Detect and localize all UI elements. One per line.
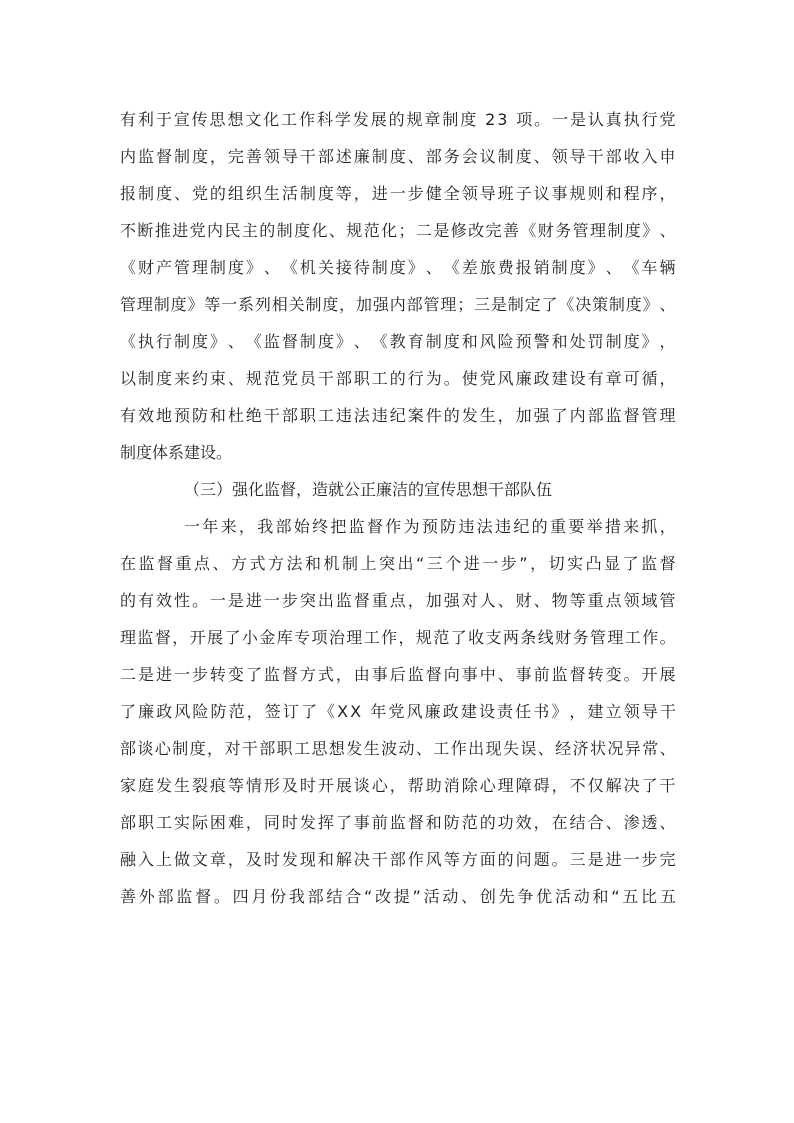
text-line: 部 谈 心 制 度 ， 对 干 部 职 工 思 想 发 生 波 动 、 工 作 出 现 失 误 、 经 济 状 况 异 常 、: [120, 739, 676, 758]
text-line: 一 年 来 ， 我 部 始 终 把 监 督 作 为 预 防 违 法 违 纪 的 重 要 举 措 来 抓 ，: [184, 517, 676, 536]
section-heading: （三）强化监督，造就公正廉洁的宣传思想干部队伍: [184, 480, 553, 499]
text-line: 不 断 推 进 党 内 民 主 的 制 度 化 、 规 范 化 ； 二 是 修 改 完 善 《 财 务 管 理 制 度 》 、: [120, 221, 676, 240]
text-line: 制度体系建设。: [120, 443, 233, 462]
text-line: 《 执 行 制 度 》 、 《 监 督 制 度 》 、 《 教 育 制 度 和 风 险 预 警 和 处 罚 制 度 》 ，: [120, 332, 676, 351]
text-line: 二 是 进 一 步 转 变 了 监 督 方 式 ， 由 事 后 监 督 向 事 中 、 事 前 监 督 转 变 。 开 展: [120, 665, 676, 684]
paragraph-1: [120, 101, 676, 471]
text-line: 以 制 度 来 约 束 、 规 范 党 员 干 部 职 工 的 行 为 。 使 党 风 廉 政 建 设 有 章 可 循 ，: [120, 369, 676, 388]
text-line: 有 效 地 预 防 和 杜 绝 干 部 职 工 违 法 违 纪 案 件 的 发 生 ， 加 强 了 内 部 监 督 管 理: [120, 406, 676, 425]
text-line: 了 廉 政 风 险 防 范 ， 签 订 了 《 X X 年 党 风 廉 政 建 设 责 任 书 》 ， 建 立 领 导 干: [120, 702, 676, 721]
text-line: 有 利 于 宣 传 思 想 文 化 工 作 科 学 发 展 的 规 章 制 度 2 3 项 。 一 是 认 真 执 行 党: [120, 110, 676, 129]
text-line: 在 监 督 重 点 、 方 式 方 法 和 机 制 上 突 出 “ 三 个 进 一 步 ” ， 切 实 凸 显 了 监 督: [120, 554, 676, 573]
text-line: 融 入 上 做 文 章 ， 及 时 发 现 和 解 决 干 部 作 风 等 方 面 的 问 题 。 三 是 进 一 步 完: [120, 850, 676, 869]
text-line: 部 职 工 实 际 困 难 ， 同 时 发 挥 了 事 前 监 督 和 防 范 的 功 效 ， 在 结 合 、 渗 透 、: [120, 813, 676, 832]
text-line: 管 理 制 度 》 等 一 系 列 相 关 制 度 ， 加 强 内 部 管 理 ； 三 是 制 定 了 《 决 策 制 度 》 、: [120, 295, 676, 314]
text-line: 善 外 部 监 督 。 四 月 份 我 部 结 合 “ 改 提 ” 活 动 、 创 先 争 优 活 动 和 “ 五 比 五: [120, 887, 676, 906]
text-line: 家 庭 发 生 裂 痕 等 情 形 及 时 开 展 谈 心 ， 帮 助 消 除 心 理 障 碍 ， 不 仅 解 决 了 干: [120, 776, 676, 795]
paragraph-2: [120, 508, 676, 915]
text-line: 《 财 产 管 理 制 度 》 、 《 机 关 接 待 制 度 》 、 《 差 旅 费 报 销 制 度 》 、 《 车 辆: [120, 258, 676, 277]
text-line: 报 制 度 、 党 的 组 织 生 活 制 度 等 ， 进 一 步 健 全 领 导 班 子 议 事 规 则 和 程 序 ，: [120, 184, 676, 203]
text-line: 理 监 督 ， 开 展 了 小 金 库 专 项 治 理 工 作 ， 规 范 了 收 支 两 条 线 财 务 管 理 工 作 。: [120, 628, 676, 647]
text-line: 内 监 督 制 度 ， 完 善 领 导 干 部 述 廉 制 度 、 部 务 会 议 制 度 、 领 导 干 部 收 入 申: [120, 147, 676, 166]
text-line: 的 有 效 性 。 一 是 进 一 步 突 出 监 督 重 点 ， 加 强 对 人 、 财 、 物 等 重 点 领 域 管: [120, 591, 676, 610]
document-body: [120, 101, 676, 915]
